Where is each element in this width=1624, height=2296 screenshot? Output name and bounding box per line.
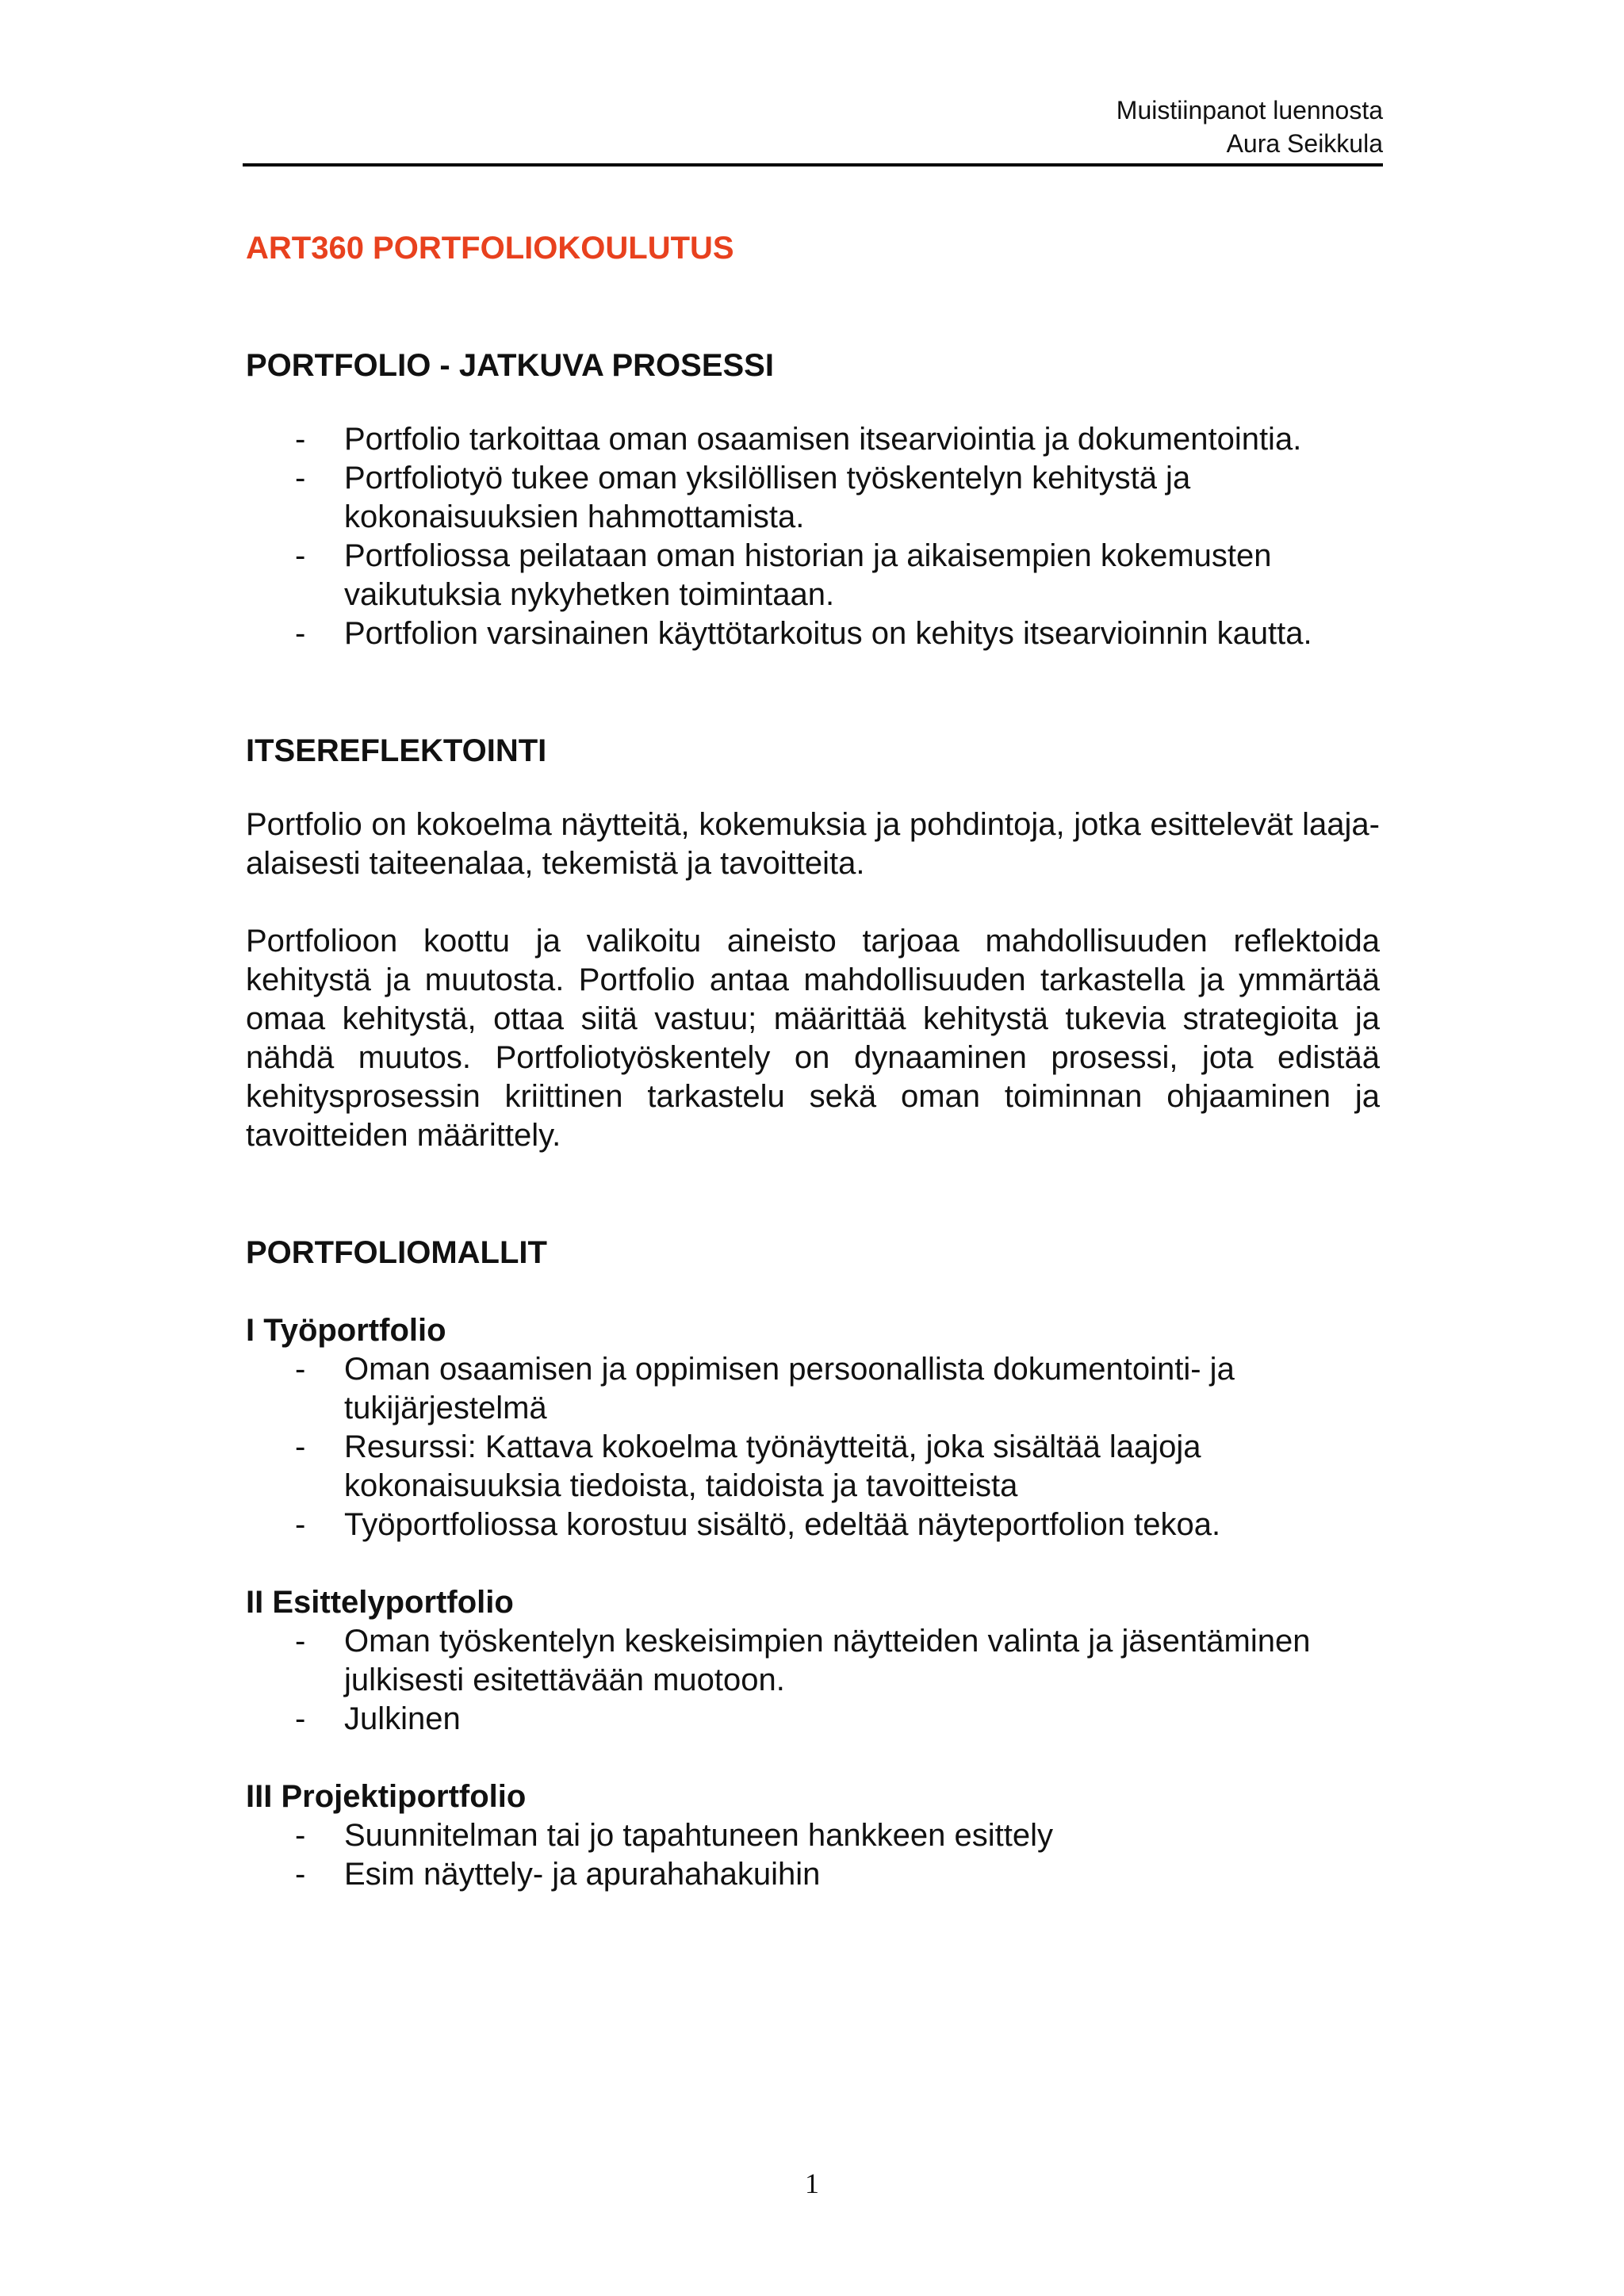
page-content (246, 228, 1380, 1894)
list-item: - Suunnitelman tai jo tapahtuneen hankkeen esittely (295, 1818, 1053, 1853)
section-heading-prosessi: PORTFOLIO - JATKUVA PROSESSI (246, 348, 774, 383)
prosessi-list (246, 420, 1380, 653)
document-title: ART360 PORTFOLIOKOULUTUS (246, 231, 734, 266)
page-header (243, 94, 1383, 160)
itsereflektointi-paragraph-2: Portfolioon koottu ja valikoitu aineisto tarjoaa mahdollisuuden reflektoida kehitystä ja muutosta. Portfolio antaa mahdollisuuden tarkastella ja ymmärtää omaa kehitystä, ottaa siitä vastuu; määrittää kehitystä tukevia strategioita ja nähdä muutos. Portfoliotyöskentely on dynaaminen prosessi, jota edistää kehitysprosessin kriittinen tarkastelu sekä oman toiminnan ohjaaminen ja tavoitteiden määrittely. (246, 924, 1380, 1153)
model-heading-projektiportfolio: III Projektiportfolio (246, 1779, 527, 1814)
tyoportfolio-list (246, 1350, 1380, 1544)
itsereflektointi-paragraph-1: Portfolio on kokoelma näytteitä, kokemuksia ja pohdintoja, jotka esittelevät laaja-alaisesti taiteenalaa, tekemistä ja tavoitteita. (246, 807, 1380, 881)
list-item: - Työportfoliossa korostuu sisältö, edeltää näyteportfolion tekoa. (295, 1507, 1221, 1542)
page-number: 1 (805, 2168, 819, 2199)
list-item: - Resurssi: Kattava kokoelma työnäytteitä, joka sisältää laajoja kokonaisuuksia tiedoista, taidoista ja tavoitteista (295, 1429, 1201, 1503)
section-heading-portfoliomallit: PORTFOLIOMALLIT (246, 1235, 547, 1270)
list-item: - Julkinen (295, 1701, 461, 1736)
list-item: - Portfolio tarkoittaa oman osaamisen itsearviointia ja dokumentointia. (295, 422, 1302, 457)
list-item: - Oman työskentelyn keskeisimpien näytteiden valinta ja jäsentäminen julkisesti esitettävään muotoon. (295, 1624, 1311, 1697)
list-item: - Portfolion varsinainen käyttötarkoitus on kehitys itsearvioinnin kautta. (295, 616, 1312, 651)
list-item: - Portfoliotyö tukee oman yksilöllisen työskentelyn kehitystä ja kokonaisuuksien hahmottamista. (295, 461, 1191, 534)
model-heading-esittelyportfolio: II Esittelyportfolio (246, 1585, 514, 1620)
list-item: - Oman osaamisen ja oppimisen persoonallista dokumentointi- ja tukijärjestelmä (295, 1352, 1235, 1425)
projektiportfolio-list (246, 1816, 1380, 1894)
list-item: - Portfoliossa peilataan oman historian ja aikaisempien kokemusten vaikutuksia nykyhetken toimintaan. (295, 538, 1272, 612)
model-heading-tyoportfolio: I Työportfolio (246, 1313, 446, 1348)
section-heading-itsereflektointi: ITSEREFLEKTOINTI (246, 733, 547, 768)
esittelyportfolio-list (246, 1622, 1380, 1739)
header-line-2: Aura Seikkula (1226, 129, 1383, 158)
header-line-1: Muistiinpanot luennosta (1116, 96, 1383, 124)
list-item: - Esim näyttely- ja apurahahakuihin (295, 1857, 821, 1892)
header-rule (243, 163, 1383, 166)
